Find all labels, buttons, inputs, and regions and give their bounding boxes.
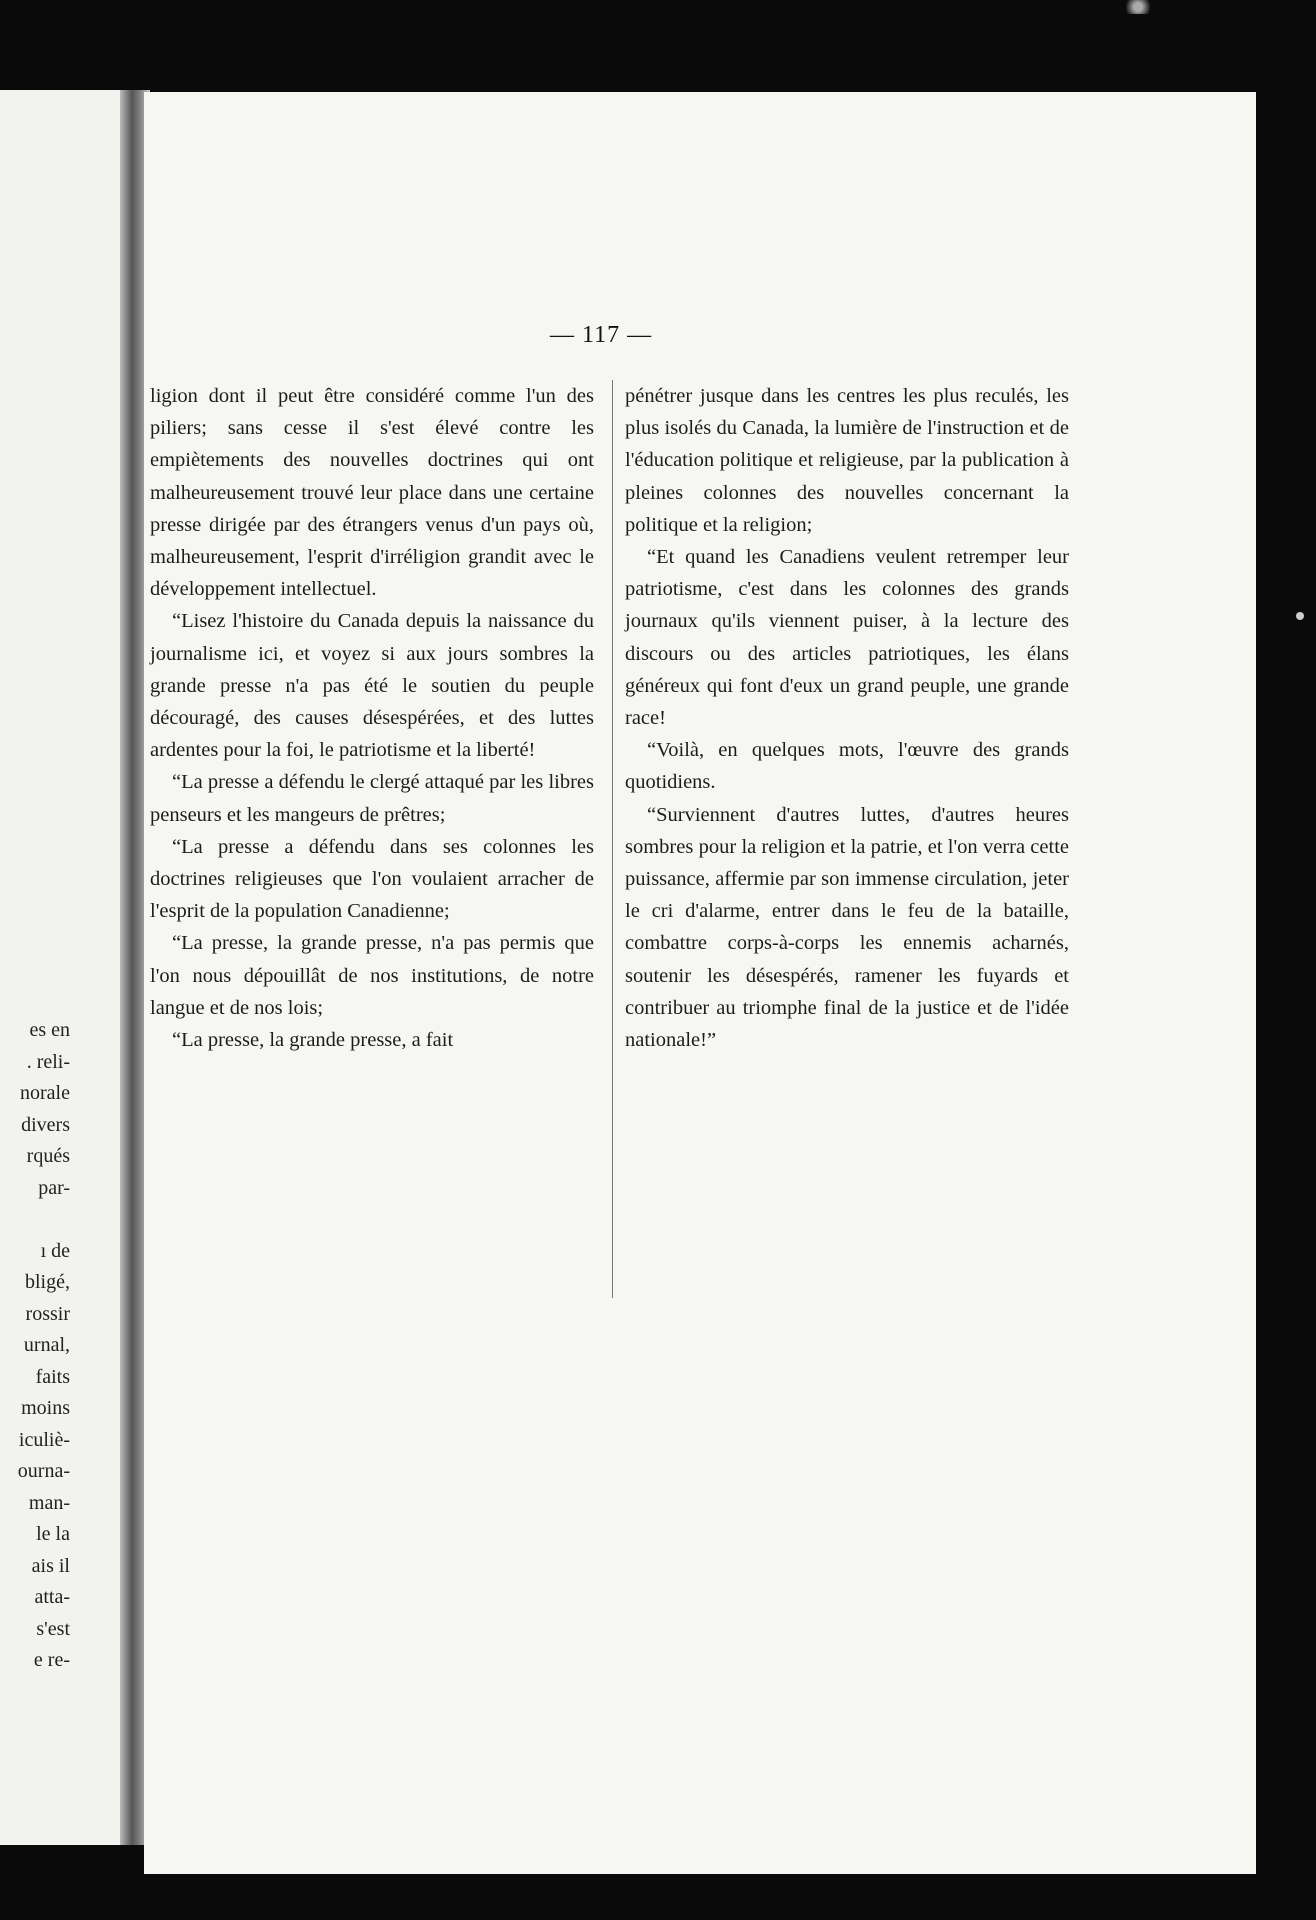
paragraph: “La presse, la grande presse, n'a pas permis que l'on nous dépouillât de nos institutions, de notre langue et de nos lois; [150,932,594,1019]
facing-page-text-fragment: e re- [33,1649,70,1671]
facing-page-fragment [0,90,136,1845]
facing-page-text-fragment: norale [20,1082,70,1104]
paragraph: “La presse a défendu dans ses colonnes les doctrines religieuses que l'on voulaient arracher de l'esprit de la population Canadienne; [150,835,594,923]
facing-page-text-fragment: le la [36,1523,70,1545]
facing-page-text-fragment: rqués [26,1145,70,1167]
paragraph: “La presse a défendu le clergé attaqué par les libres penseurs et les mangeurs de prêtres; [150,771,594,826]
text-column-right [625,380,1069,1056]
facing-page-text-fragment: ais il [31,1554,70,1577]
paragraph: “Lisez l'histoire du Canada depuis la naissance du journalisme ici, et voyez si aux jours sombres la grande presse n'a pas été le soutien du peuple découragé, des causes désespérées, et des luttes ardentes pour la foi, le patriotisme et la liberté! [150,610,594,762]
scan-speck [1296,612,1304,620]
paragraph: pénétrer jusque dans les centres les plus reculés, les plus isolés du Canada, la lumière de l'instruction et de l'éducation politique et religieuse, par la publication à pleines colonnes des nouvelles concernant la politique et la religion; [625,385,1069,536]
facing-page-text-fragment: rossir [25,1302,70,1325]
facing-page-text-fragment: man- [28,1491,70,1514]
facing-page-text-fragment: es en [29,1019,70,1041]
facing-page-text-fragment: moins [21,1397,70,1419]
page-number: — 117 — [550,322,653,348]
text-column-left [150,380,594,1056]
scan-speck [1118,0,1158,14]
column-divider [612,380,613,1298]
facing-page-text-fragment: s'est [36,1617,70,1640]
facing-page-text-fragment: bligé, [25,1271,70,1293]
facing-page-text-fragment: iculiè- [18,1428,70,1451]
paragraph: “La presse, la grande presse, a fait [172,1029,454,1052]
facing-page-text-fragment: ourna- [17,1460,70,1482]
paragraph: “Et quand les Canadiens veulent retremper leur patriotisme, c'est dans les colonnes des grands journaux qu'ils viennent puiser, à la lecture des discours ou des articles patriotiques, les élans généreux qui font d'eux un grand peuple, une grande race! [625,546,1069,730]
facing-page-text-fragment: atta- [34,1586,70,1608]
facing-page-text-fragment: . reli- [26,1050,70,1073]
paragraph: “Voilà, en quelques mots, l'œuvre des grands quotidiens. [625,739,1069,794]
paragraph: “Surviennent d'autres luttes, d'autres heures sombres pour la religion et la patrie, et l'on verra cette puissance, affermie par son immense circulation, jeter le cri d'alarme, entrer dans le feu de la bataille, combattre corps-à-corps les ennemis acharnés, soutenir les désespérés, ramener les fuyards et contribuer au triomphe final de la justice et de l'idée nationale!” [625,803,1069,1052]
paragraph: ligion dont il peut être considéré comme l'un des piliers; sans cesse il s'est élevé contre les empiètements des nouvelles doctrines qui ont malheureusement trouvé leur place dans une certaine presse dirigée par des étrangers venus d'un pays où, malheureusement, l'esprit d'irréligion grandit avec le développement intellectuel. [150,385,594,601]
facing-page-text-fragment: urnal, [23,1334,70,1356]
facing-page-text-fragment: faits [35,1365,70,1388]
facing-page-text-fragment: par- [38,1176,70,1199]
facing-page-text-fragment: divers [21,1113,70,1136]
facing-page-text-fragment: ı de [40,1239,70,1262]
